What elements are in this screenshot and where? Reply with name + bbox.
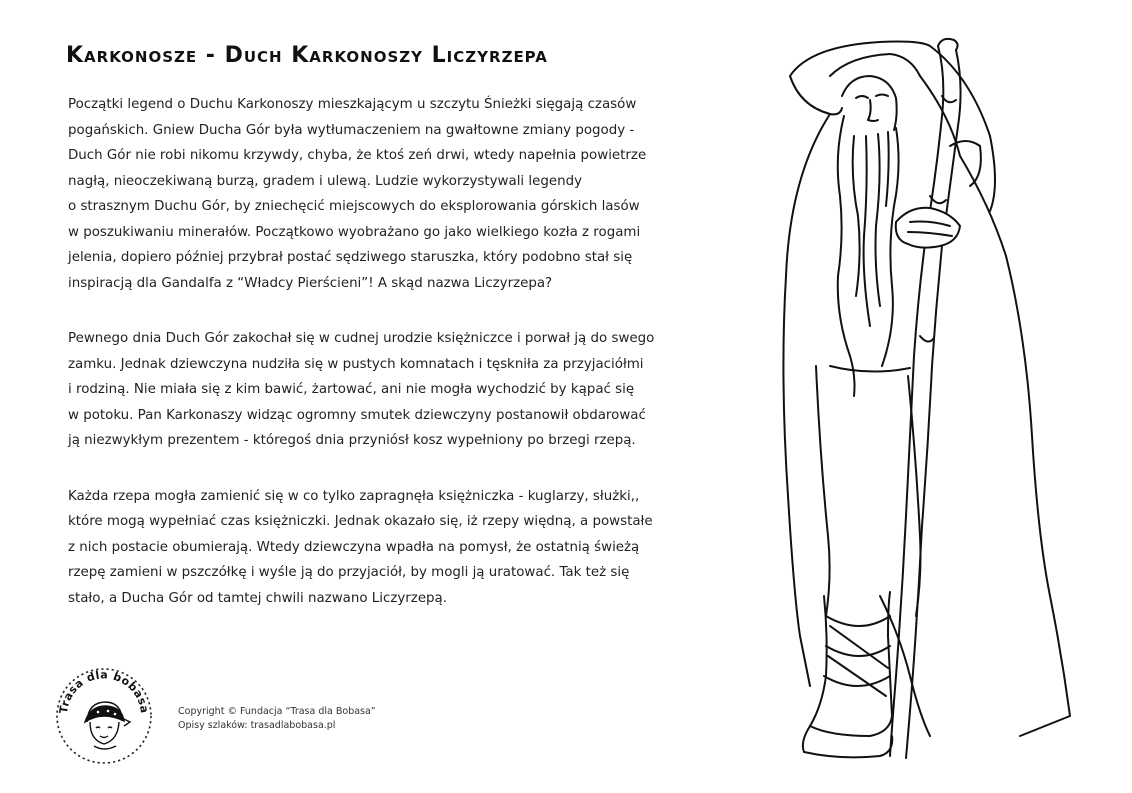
text-line: Każda rzepa mogła zamienić się w co tylko zapragnęła księżniczka - kuglarzy, służki,, [68, 488, 640, 504]
text-line: Duch Gór nie robi nikomu krzywdy, chyba, że ktoś zeń drwi, wtedy napełnia powietrze [68, 148, 647, 163]
trasa-dla-bobasa-logo [54, 666, 154, 766]
trails-line: Opisy szlaków: trasadlabobasa.pl [178, 720, 336, 731]
text-line: z nich postacie obumierają. Wtedy dziewczyna wpadła na pomysł, że ostatnią świeżą [68, 539, 640, 555]
story-text [68, 92, 728, 641]
logo-text: Trasa dla bobasa [56, 668, 152, 715]
text-line: stało, a Ducha Gór od tamtej chwili nazwano Liczyrzepą. [68, 590, 448, 606]
text-line: jelenia, dopiero później przybrał postać sędziwego staruszka, który podobno stał się [68, 250, 633, 265]
footer-copyright [178, 705, 376, 733]
page-title: Karkonosze - Duch Karkonoszy Liczyrzepa [66, 43, 548, 68]
text-line: w potoku. Pan Karkonaszy widząc ogromny smutek dziewczyny postanowił obdarować [68, 407, 646, 423]
paragraph-3 [68, 484, 728, 612]
text-line: ją niezwykłym prezentem - któregoś dnia przyniósł kosz wypełniony po brzegi rzepą. [68, 433, 636, 448]
text-line: w poszukiwaniu minerałów. Początkowo wyobrażano go jako wielkiego kozła z rogami [68, 224, 641, 240]
mountain-spirit-illustration [770, 36, 1110, 781]
paragraph-2 [68, 326, 728, 454]
text-line: o strasznym Duchu Gór, by zniechęcić miejscowych do eksplorowania górskich lasów [68, 199, 640, 214]
text-line: zamku. Jednak dziewczyna nudziła się w pustych komnatach i tęskniła za przyjaciółmi [68, 356, 644, 372]
text-line: które mogą wypełniać czas księżniczki. Jednak okazało się, iż rzepy więdną, a powstałe [68, 514, 653, 529]
copyright-line: Copyright © Fundacja “Trasa dla Bobasa” [178, 706, 376, 717]
text-line: Pewnego dnia Duch Gór zakochał się w cudnej urodzie księżniczce i porwał ją do swego [68, 331, 655, 346]
paragraph-1 [68, 92, 728, 296]
text-line: rzepę zamieni w pszczółkę i wyśle ją do przyjaciół, by mogli ją uratować. Tak też się [68, 565, 630, 580]
text-line: i rodziną. Nie miała się z kim bawić, żartować, ani nie mogła wychodzić by kąpać się [68, 382, 635, 397]
text-line: Początki legend o Duchu Karkonoszy mieszkającym u szczytu Śnieżki sięgają czasów [68, 97, 637, 112]
text-line: nagłą, nieoczekiwaną burzą, gradem i ulewą. Ludzie wykorzystywali legendy [68, 173, 583, 189]
text-line: inspiracją dla Gandalfa z “Władcy Pierścieni”! A skąd nazwa Liczyrzepa? [68, 275, 553, 291]
text-line: pogańskich. Gniew Ducha Gór była wytłumaczeniem na gwałtowne zmiany pogody - [68, 122, 635, 138]
